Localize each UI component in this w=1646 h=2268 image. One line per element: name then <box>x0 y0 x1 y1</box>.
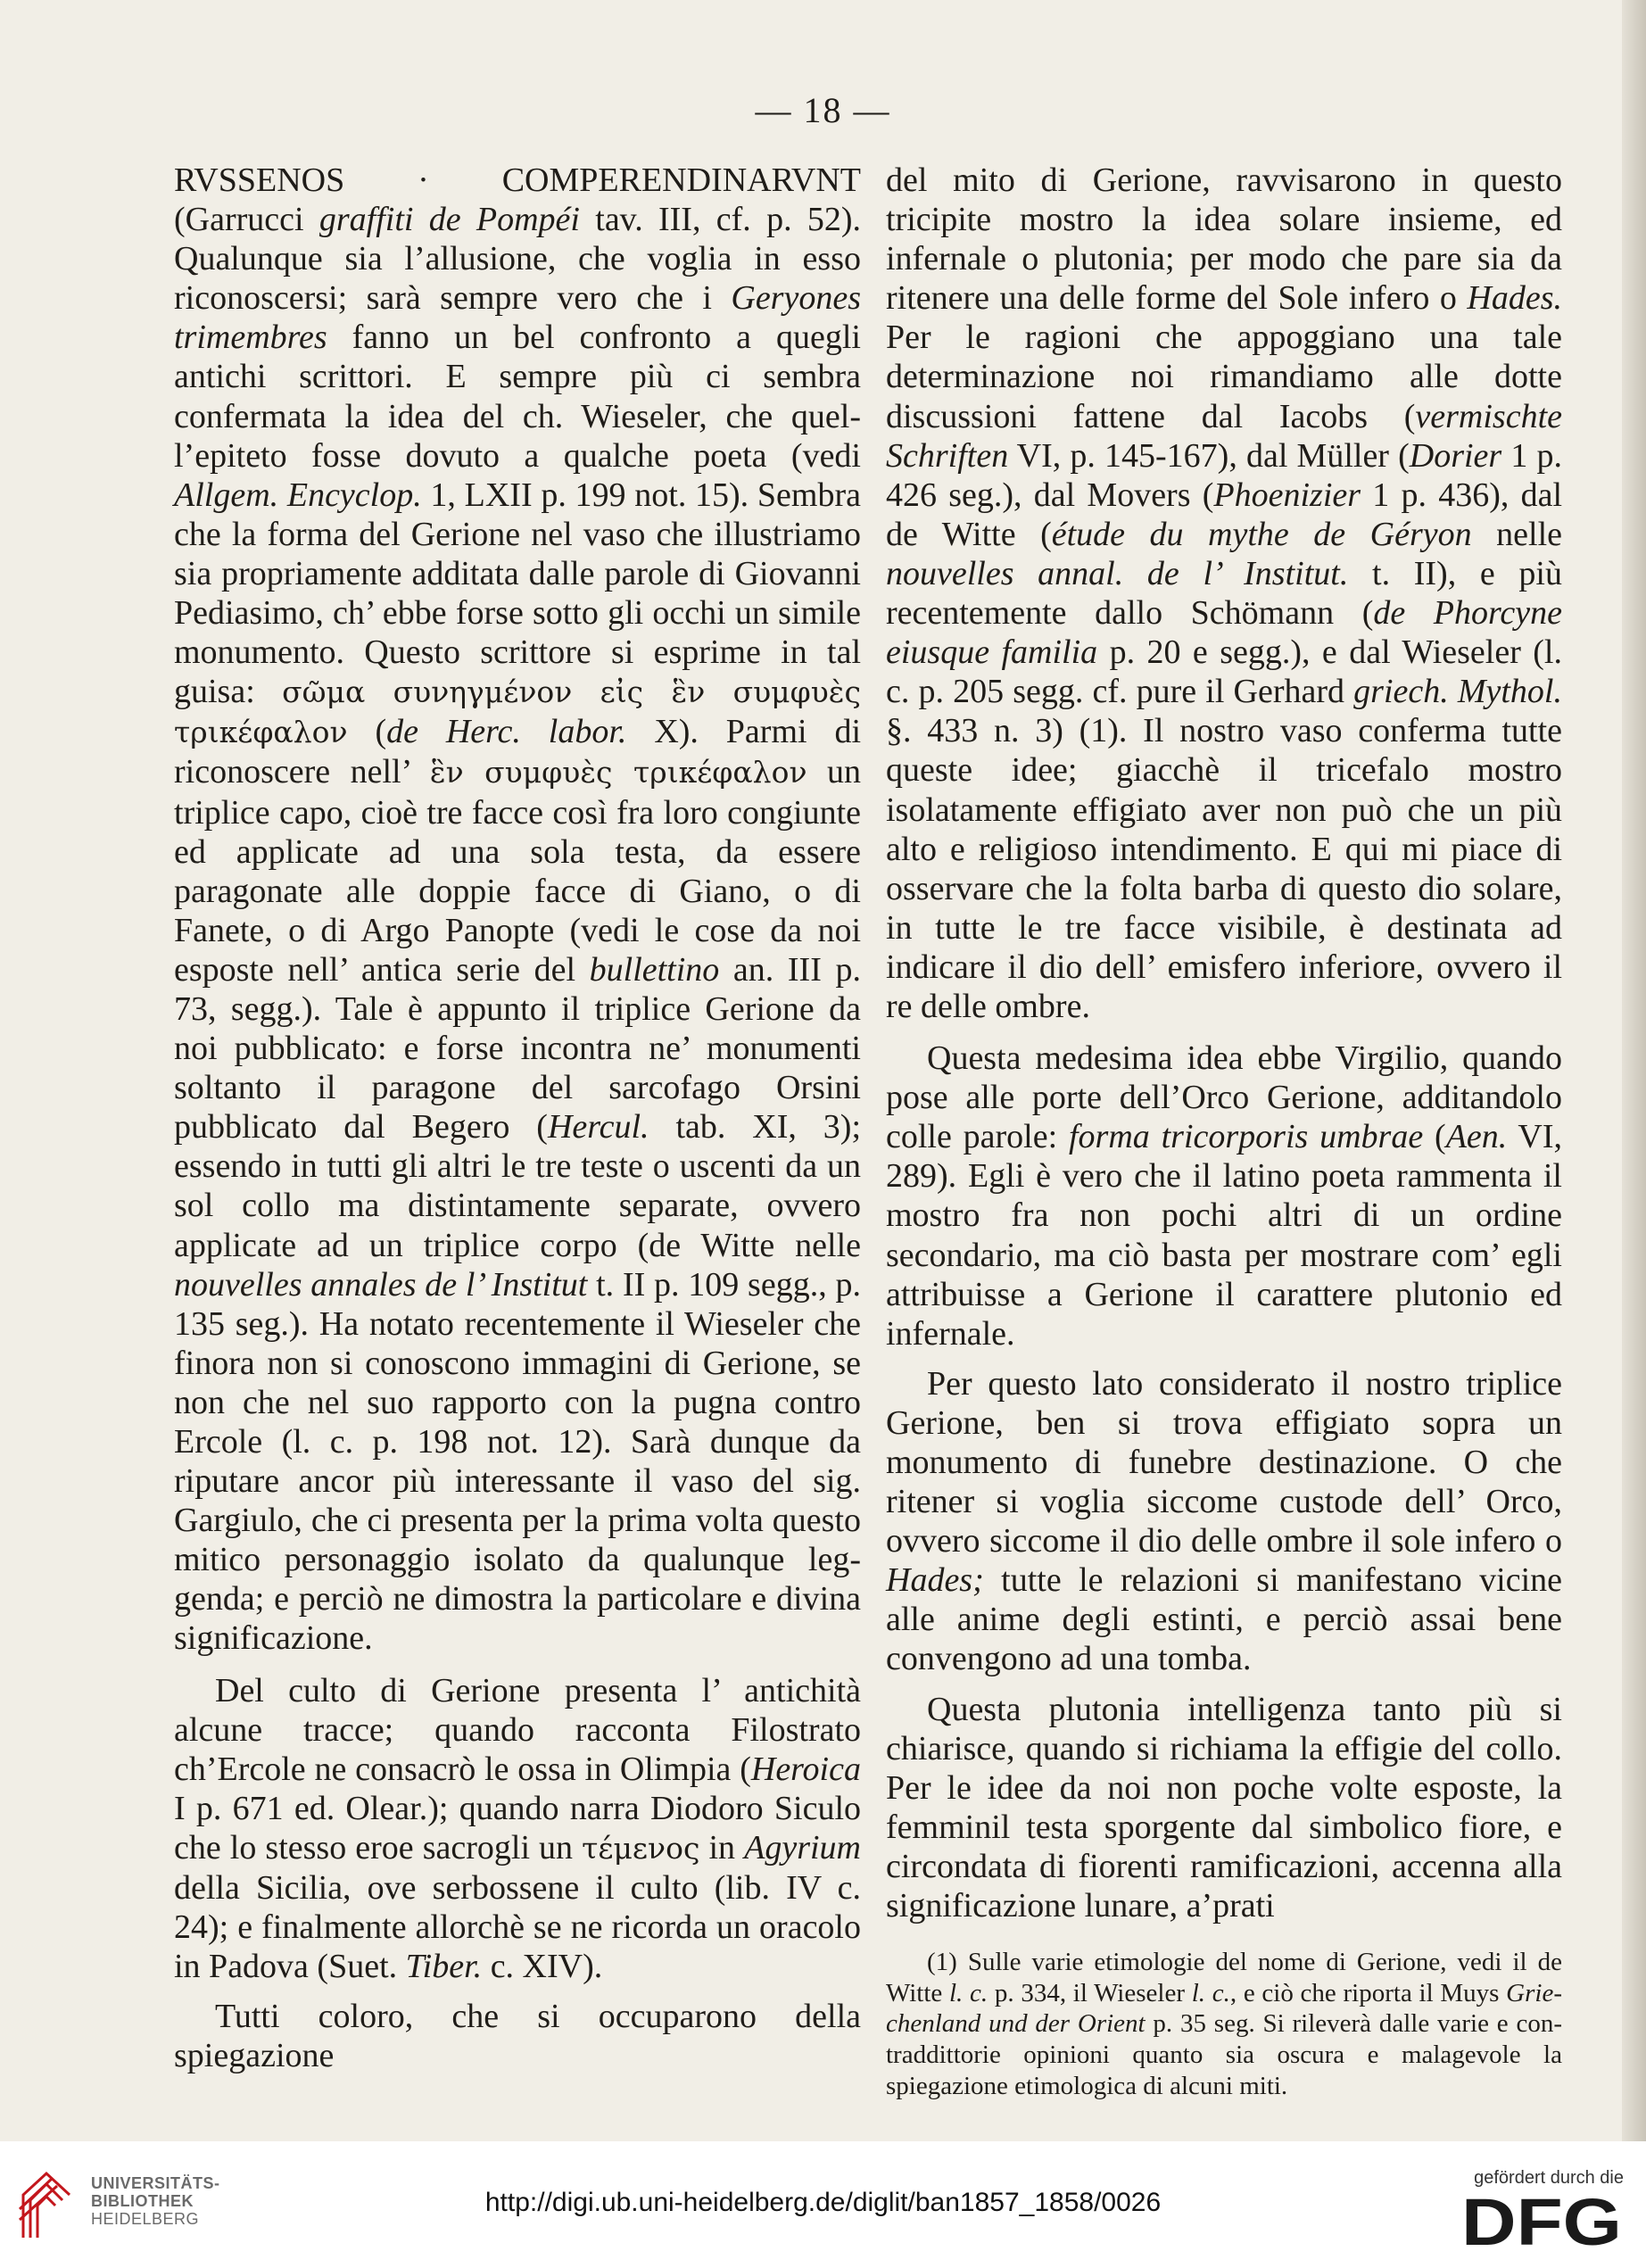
italic-text: Phoenizier <box>1213 476 1361 514</box>
text-run: Tutti coloro, che si occuparono della spiegazione <box>174 1998 861 2075</box>
italic-text: Griechenland und der Orient <box>886 1978 1562 2039</box>
text-run: p. 334, il Wieseler <box>988 1978 1192 2007</box>
italic-text: Geryones trimembres <box>174 279 861 357</box>
text-run: §. 433 n. 3) (1). Il nostro vaso conferma tutte queste idee; giacchè il tricefalo mostro isolatamente effigiato aver non può che un più alto e religioso intendimento. E qui mi piace di osservare che la folta barba di questo dio solare, in tutte le tre facce visibile, è destinata ad indicare il dio dell’ emisfero inferiore, ovvero il re delle ombre. <box>886 712 1562 1025</box>
text-run: ( <box>1423 1118 1446 1156</box>
text-run: Per questo lato considerato il nostro triplice Gerione, ben si trova effigiato sopra un monumento di funebre destinazione. O che ritener si voglia siccome custode dell’ Orco, ovvero siccome il dio delle ombre il sole infero o <box>886 1364 1562 1560</box>
text-run: 1, LXII p. 199 not. 15). Sembra che la forma del Gerione nel vaso che illustriamo sia propriamente additata dalle parole di Giovanni Pediasimo, ch’ ebbe forse sotto gli occhi un simile monumento. Questo scrittore si esprime in tal guisa: <box>174 476 861 711</box>
dfg-logo-text: DFG <box>1461 2193 1622 2250</box>
italic-text: étude du mythe de Géryon <box>1051 515 1472 553</box>
italic-text: vermischte Schriften <box>886 397 1562 475</box>
text-run: VI, p. 145-167), dal Müller ( <box>1008 436 1410 475</box>
text-run: del mito di Gerione, ravvisarono in questo tricipite mostro la idea solare insieme, ed infernale o plutonia; per modo che pare sia da ritenere una delle forme del Sole infero o <box>886 161 1562 318</box>
text-run: un triplice capo, cioè tre facce così fra loro congiunte ed applicate ad una sola testa, da essere paragonate alle doppie facce di Giano, o di Fanete, o di Argo Panopte (vedi le cose da noi esposte nell’ antica serie del <box>174 753 862 989</box>
italic-text: Heroica <box>750 1750 861 1788</box>
text-run: Questa plutonia intelligenza tanto più si chiarisce, quando si richiama la effigie del collo. Per le idee da noi non poche volte esposte, la femminil testa sporgente dal simbolico fiore, e circondata di fiorenti ramificazioni, accenna alla significazione lunare, a’prati <box>886 1690 1562 1925</box>
paragraph <box>886 1690 1562 1926</box>
dfg-logo-icon <box>1461 2193 1624 2250</box>
paragraph <box>174 161 861 1659</box>
text-run: VI, 289). Egli è vero che il latino poeta rammenta il mostro fra non pochi altri di un ordine secondario, ma ciò basta per mostrare com’ egli attribuisse a Gerione il carattere plutonio ed infernale. <box>886 1118 1563 1353</box>
text-run: , e ciò che riporta il Muys <box>1229 1978 1507 2007</box>
text-run: RVSSENOS · COMPERENDINARVNT (Garrucci <box>174 161 861 239</box>
italic-text: griech. Mythol. <box>1353 673 1562 711</box>
text-run: (1) Sulle varie etimologie del nome di Gerione, vedi il de Witte <box>886 1948 1562 2007</box>
text-run: t. II), e più recentemente dallo Schömann ( <box>886 554 1562 633</box>
text-run: in <box>699 1828 745 1867</box>
italic-text: nouvelles annal. de l’ Institut. <box>886 554 1349 592</box>
text-run: Del culto di Gerione presenta l’ antichità alcune tracce; quando racconta Filostrato ch’Ercole ne consacrò le ossa in Olimpia ( <box>174 1671 861 1788</box>
text-run: an. III p. 73, segg.). Tale è appunto il triplice Gerione da noi pubblicato: e forse incontra ne’ monumenti soltanto il paragone del sarcofago Orsini pubblicato dal Begero ( <box>174 950 861 1146</box>
italic-text: de Phorcyne eiusque familia <box>886 594 1562 672</box>
right-column-body <box>886 161 1562 1925</box>
greek-text: σῶμα συνηγμένον εἰς ἓν συμφυὲς τρικέφαλον <box>174 675 861 750</box>
footnote <box>886 1947 1562 2101</box>
paragraph <box>886 1039 1562 1353</box>
italic-text: de Herc. labor. <box>386 713 627 751</box>
paragraph <box>174 1997 861 2075</box>
text-run: X). Parmi di riconoscere nell’ <box>174 713 862 791</box>
italic-text: Hades; <box>886 1561 984 1600</box>
italic-text: l. c. <box>1191 1978 1230 2007</box>
text-run: p. 20 e segg.), e dal Wieseler (l. c. p. 205 segg. cf. pure il Gerhard <box>886 633 1562 711</box>
text-run: tav. III, cf. p. 52). Qualunque sia l’allusione, che voglia in esso riconoscersi; sarà sempre vero che i <box>174 201 862 318</box>
text-run: nelle <box>1471 515 1562 553</box>
text-run: della Sicilia, ove serbossene il culto (lib. IV c. 24); e finalmente allorchè se ne ricorda un oracolo in Padova (Suet. <box>174 1869 861 1986</box>
greek-text: τέμενος <box>582 1830 700 1866</box>
library-name-line-1: UNIVERSITÄTS- <box>91 2174 220 2192</box>
text-run: ( <box>347 713 387 751</box>
text-run: tutte le relazioni si manifestano vicine alle anime degli estinti, e perciò assai bene convengono ad una tomba. <box>886 1561 1562 1678</box>
italic-text: Hades. <box>1467 279 1562 318</box>
italic-text: l. c. <box>948 1978 988 2007</box>
text-run: t. II p. 109 segg., p. 135 seg.). Ha notato recentemente il Wieseler che finora non si conoscono immagini di Gerione, se non che nel suo rapporto con la pugna contro Ercole (l. c. p. 198 not. 12). Sarà dunque da riputare ancor più interessante il vaso del sig. Gargiulo, che ci presenta per la prima volta questo mitico personaggio isolato da qualunque leggenda; e perciò ne dimostra la particolare e divina significazione. <box>174 1265 861 1658</box>
page-edge-shadow <box>1622 0 1646 2141</box>
italic-text: Aen. <box>1445 1118 1508 1156</box>
sponsor-caption: gefördert durch die <box>1474 2168 1624 2188</box>
text-run: Questa medesima idea ebbe Virgilio, quando pose alle porte dell’Orco Gerione, additandolo colle parole: <box>886 1039 1562 1156</box>
text-run: p. 35 seg. Si rileverà dalle varie e contraddittorie opinioni quanto sia oscura e malagevole la spiegazione etimologica di alcuni miti. <box>886 2009 1563 2100</box>
left-column <box>174 161 861 2076</box>
text-run: Per le ragioni che appoggiano una tale determinazione noi rimandiamo alle dotte discussioni fattene dal Iacobs ( <box>886 319 1562 435</box>
italic-text: bullettino <box>589 950 720 989</box>
right-column <box>886 161 1562 2101</box>
italic-text: Agyrium <box>744 1828 861 1867</box>
document-url-link[interactable]: http://digi.ub.uni-heidelberg.de/diglit/ban1857_1858/0026 <box>484 2188 1162 2217</box>
text-run: c. XIV). <box>482 1948 603 1986</box>
text-run: fanno un bel confronto a quegli antichi scrittori. E sempre più ci sembra confermata la idea del ch. Wieseler, che quell’epiteto fosse dovuto a qualche poeta (vedi <box>174 319 861 475</box>
text-run: tab. XI, 3); essendo in tutti gli altri le tre teste o uscenti da un sol collo ma distintamente separate, ovvero applicate ad un triplice corpo (de Witte nelle <box>174 1108 862 1264</box>
italic-text: Dorier <box>1409 436 1502 475</box>
italic-text: forma tricorporis umbrae <box>1069 1118 1424 1156</box>
italic-text: Hercul. <box>547 1108 649 1146</box>
italic-text: nouvelles annales de l’ Institut <box>174 1265 588 1304</box>
text-run: 1 p. 436), dal de Witte ( <box>886 476 1563 553</box>
italic-text: graffiti de Pompéi <box>318 201 580 239</box>
library-name-line-2: BIBLIOTHEK <box>91 2192 194 2210</box>
text-run: I p. 671 ed. Olear.); quando narra Diodoro Siculo che lo stesso eroe sacrogli un <box>174 1789 861 1867</box>
text-run: 1 p. 426 seg.), dal Movers ( <box>886 436 1562 514</box>
italic-text: Allgem. Encyclop. <box>174 476 422 514</box>
paragraph <box>886 1364 1562 1679</box>
greek-text: ἓν συμφυὲς τρικέφαλον <box>429 755 807 790</box>
library-name-line-3: HEIDELBERG <box>91 2210 200 2228</box>
paragraph <box>174 1671 861 1987</box>
paragraph <box>886 161 1562 1026</box>
italic-text: Tiber. <box>405 1948 483 1986</box>
page-number: — 18 — <box>755 90 891 130</box>
